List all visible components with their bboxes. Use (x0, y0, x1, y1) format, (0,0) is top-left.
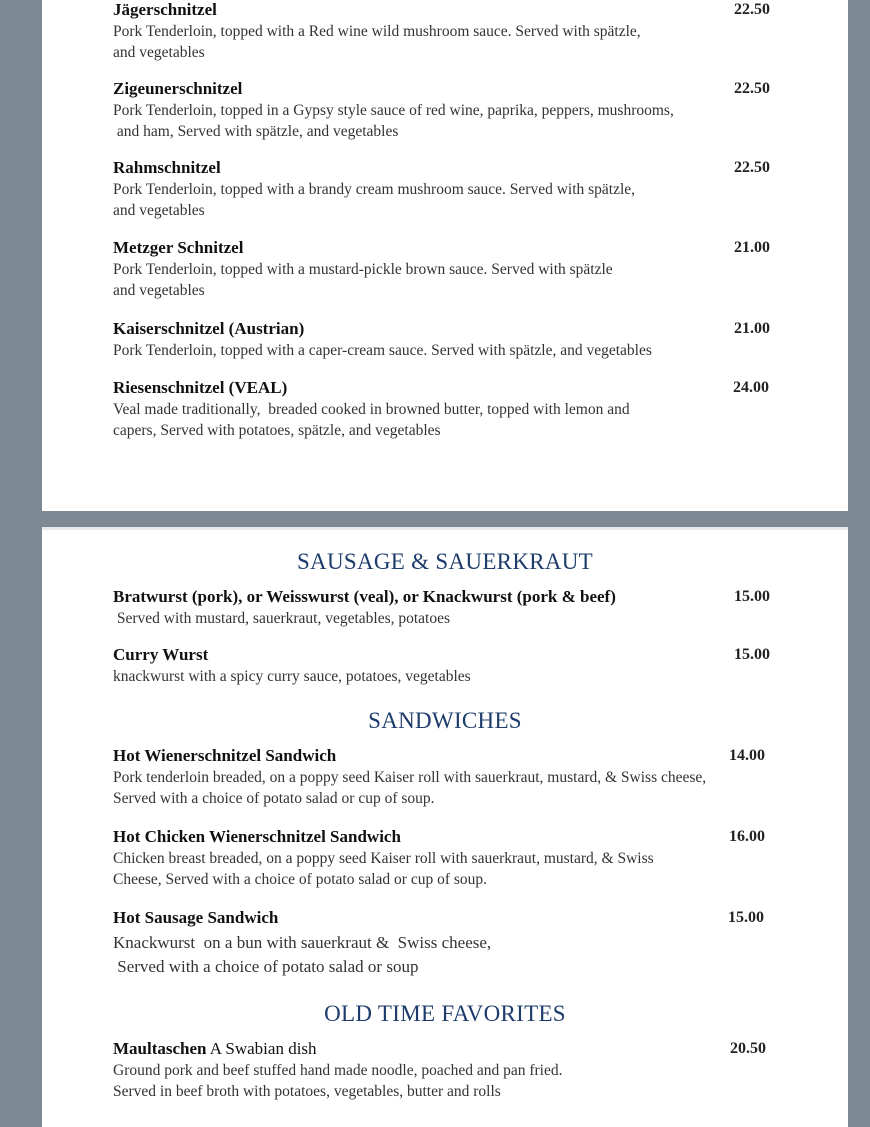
item-name: Metzger Schnitzel (113, 238, 244, 257)
menu-item-rahmschnitzel (113, 158, 793, 221)
item-name: Rahmschnitzel (113, 158, 221, 177)
item-description: Veal made traditionally, breaded cooked in browned butter, topped with lemon and capers, Served with potatoes, spätzle, and vegetables (113, 401, 630, 439)
item-name: Kaiserschnitzel (Austrian) (113, 319, 305, 338)
item-description: Served with mustard, sauerkraut, vegetables, potatoes (113, 610, 451, 627)
menu-item-hot-wienerschnitzel-sandwich (113, 746, 793, 809)
menu-item-metzger-schnitzel (113, 238, 793, 301)
item-name: Maultaschen A Swabian dish (113, 1039, 317, 1058)
menu-item-kaiserschnitzel (113, 319, 793, 361)
item-description: Ground pork and beef stuffed hand made noodle, poached and pan fried. Served in beef broth with potatoes, vegetables, butter and rolls (113, 1062, 563, 1100)
item-description: Pork Tenderloin, topped in a Gypsy style sauce of red wine, paprika, peppers, mushrooms, and ham, Served with spätzle, and vegetables (113, 102, 674, 140)
section-heading-sandwiches: SANDWICHES (368, 708, 522, 733)
menu-item-zigeunerschnitzel (113, 79, 793, 142)
item-description: Pork Tenderloin, topped with a caper-cream sauce. Served with spätzle, and vegetables (113, 342, 652, 359)
item-subtitle: A Swabian dish (206, 1039, 317, 1058)
item-description: knackwurst with a spicy curry sauce, potatoes, vegetables (113, 668, 471, 685)
item-price: 22.50 (734, 159, 770, 176)
item-name: Riesenschnitzel (VEAL) (113, 378, 288, 397)
item-price: 22.50 (734, 80, 770, 97)
item-description: Pork tenderloin breaded, on a poppy seed Kaiser roll with sauerkraut, mustard, & Swiss cheese, Served with a choice of potato salad or cup of soup. (113, 769, 707, 807)
item-description: Pork Tenderloin, topped with a Red wine wild mushroom sauce. Served with spätzle, and vegetables (113, 23, 641, 61)
item-description: Pork Tenderloin, topped with a mustard-pickle brown sauce. Served with spätzle and vegetables (113, 261, 613, 299)
item-price: 20.50 (730, 1040, 766, 1057)
item-name: Hot Chicken Wienerschnitzel Sandwich (113, 827, 401, 846)
item-name: Hot Sausage Sandwich (113, 908, 279, 927)
menu-item-jagerschnitzel (113, 0, 793, 63)
item-price: 21.00 (734, 239, 770, 256)
item-price: 15.00 (734, 646, 770, 663)
item-description: Pork Tenderloin, topped with a brandy cream mushroom sauce. Served with spätzle, and vegetables (113, 181, 636, 219)
item-description: Knackwurst on a bun with sauerkraut & Swiss cheese, Served with a choice of potato salad or soup (113, 933, 492, 976)
item-price: 16.00 (729, 828, 765, 845)
item-price: 21.00 (734, 320, 770, 337)
menu-item-hot-chicken-wienerschnitzel-sandwich (113, 827, 793, 890)
section-heading-old-time-favorites: OLD TIME FAVORITES (324, 1001, 566, 1026)
item-price: 22.50 (734, 1, 770, 18)
item-description: Chicken breast breaded, on a poppy seed Kaiser roll with sauerkraut, mustard, & Swiss Cheese, Served with a choice of potato salad or cup of soup. (113, 850, 654, 888)
item-name: Jägerschnitzel (113, 0, 217, 19)
section-heading-sausage: SAUSAGE & SAUERKRAUT (296, 549, 594, 574)
menu-item-maultaschen (113, 1039, 793, 1102)
menu-page-sausage-sandwiches (42, 527, 848, 1127)
item-price: 14.00 (729, 747, 765, 764)
item-name: Hot Wienerschnitzel Sandwich (113, 746, 337, 765)
menu-item-curry-wurst (113, 645, 793, 687)
menu-page-schnitzel (42, 0, 848, 511)
item-name: Zigeunerschnitzel (113, 79, 243, 98)
item-price: 15.00 (728, 909, 764, 926)
menu-item-riesenschnitzel (113, 378, 793, 441)
item-price: 24.00 (733, 379, 769, 396)
menu-item-bratwurst (113, 587, 793, 629)
item-name: Bratwurst (pork), or Weisswurst (veal), or Knackwurst (pork & beef) (113, 587, 616, 606)
item-price: 15.00 (734, 588, 770, 605)
item-name: Curry Wurst (113, 645, 209, 664)
menu-item-hot-sausage-sandwich (113, 908, 793, 979)
